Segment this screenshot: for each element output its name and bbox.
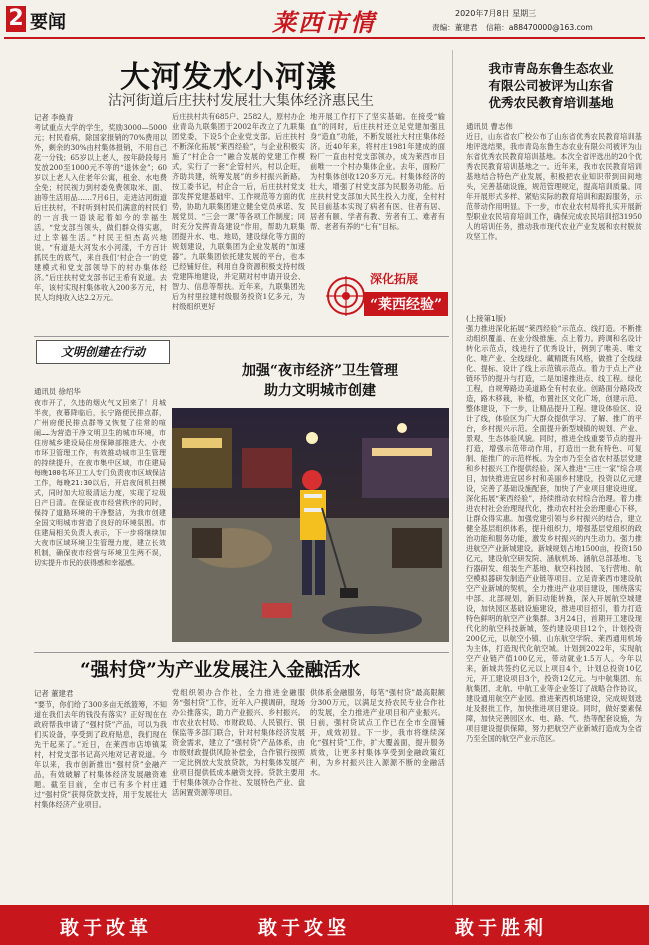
editor-info: 责编：董建君 信箱：a88470000@163.com <box>432 23 593 32</box>
night-market-photo <box>172 408 449 642</box>
street-cleaner-photo <box>172 408 449 642</box>
lead-byline: 记者 李焕青 <box>34 113 74 122</box>
loan-col2: 党组织领办合作社，全力推进金融服务“强村贷”工作，近年入户摸调研，现场办公推落实，助力产业振兴、乡村振兴。市农业农村局、市财政局、人民银行、银保监等多部门联合，针对村集体经济发展资金需求，建立了“强村贷”产品体系，由市级财政提供风险补偿金，合作银行按照一定比例放大发放贷款，为村集体发展产业项目提供低成本融资支持。贷款主要用于村集体领办合作社、发展特色产业、盘活闲置资源等项目。 <box>172 688 305 797</box>
lead-subtitle: 沽河街道后庄扶村发展壮大集体经济惠民生 <box>108 93 374 109</box>
lead-title: 大河发水小河漾 <box>120 60 337 95</box>
civil-banner: 文明创建在行动 <box>36 340 170 364</box>
page-number: 2 <box>6 6 26 32</box>
issue-date: 2020年7月8日 星期三 <box>455 9 537 18</box>
loan-col3: 供体系金融服务，每笔“强村贷”最高限额分300万元，以满足支持农民专业合作社的发展，全力推进产业项目和产业振兴。日前，强村贷试点工作已在全市全面铺开，成效初显。下一步，我市将继续深化“强村贷”工作，扩大覆盖面，提升服务质效，让更多村集体享受到金融政策红利，为乡村振兴注入源源不断的金融活水。 <box>310 688 445 777</box>
loan-rule <box>34 652 449 653</box>
side-top-title: 我市青岛东鲁生态农业 有限公司被评为山东省 优秀农民教育培训基地 <box>488 61 614 110</box>
masthead-logo: 莱西市情 <box>272 8 376 37</box>
target-icon <box>326 276 366 316</box>
deepen-continue-note: (上接第1版) <box>466 314 507 323</box>
deepen-label-top: 深化拓展 <box>370 272 419 286</box>
lead-col3: 地开展工作打下了坚实基础。在接受“输血”的同时，后庄扶村还立足党建加强且身“造血”功能，不断发展社大村庄集体经济。近40年来，将村庄1981年建成的面粉厂一直由村党支部领办，成为莱西市目前唯一一个村办集体企业。去年，面粉厂为村集体创收120多万元。村集体经济的壮大，增强了村党支部为民服务功能。后庄扶村党支部加大民生投入力度，全村村民目前基本实现了病者有医、住者有居、居者有颐、学者有教、劳者有工、难者有帮、老者有养的“七有”目标。 <box>310 112 445 231</box>
header-rule <box>4 37 645 39</box>
footer-slogan-bar <box>0 905 649 945</box>
side-top-byline: 通讯员 曹志伟 <box>466 122 513 131</box>
deepen-badge <box>320 262 450 332</box>
loan-title: “强村贷”为产业发展注入金融活水 <box>80 660 361 681</box>
loan-col1: “要节，你们给了300多亩无纸篮筹，不知道在我们去年的钱没有落实？正好现在在政府帮我申请了“强村贷”产品，可以为我们买设备，享受到了政府贴息，我们现在先干起来了。”近日，在莱西市店埠镇某村，村党支部书记高兴地对记者说道。今年以来，我市创新推出“强村贷”金融产品，有效破解了村集体经济发展融资难题。截至目前，全市已有多个村庄通过“强村贷”获得贷款支持，用于发展壮大村集体经济产业项目。 <box>34 700 167 809</box>
side-top-body: 近日，山东省农广校公布了山东省优秀农民教育培训基地评选结果，我市青岛东鲁生态农业有限公司被评为山东省优秀农民教育培训基地。本次全省评选出的20个优秀农民教育培训基地之一。近年来，我市农民教育培训基地结合特色产业发展，积极把农业知识带到田间地头，完善基础设施，规范管理规定，提高培训质量。同年开展形式多样、紧贴实际的教育培训和跟踪服务，示范带动作用明显。下一步，市农业农村局将扎实开展新型职业农民培育培训工作，确保完成农民培训招31950人的培训任务，推动我市现代农业产业发展和农村脱贫攻坚工作。 <box>466 132 642 241</box>
slogan-tackle: 敢于攻坚 <box>258 917 351 939</box>
lead-col2: 后庄扶村共有685户、2582人，原村办企业青岛九联集团于2002年改立了九联集团党委，下设5个企业党支部。后庄扶村不断深化拓展“莱西经验”，与企业积极实施了“村企合一”融合发展的党建工作模式，实行了一套“企管村兴，村以企旺，齐助共建，统筹发展”的乡村振兴新路。按工委书记，村企合一后，后庄扶村党支部发挥党建基础牢、工作规范等方面的优势，协助九联集团建立健全党员承诺、发展党员、“三会一课”等各项工作制度；同时充分发挥青岛建设“作用，帮助九联集团提升水、电、地局，建设绿化等方面的规划建设，九联集团为企业发展的“加速器”。九联集团依托建发展的平台，也本已经铺好住，利用自身资源积极支持村级党建阵地建设，并定期对村申请开设会、智力、信息等帮扶。近年来，九联集团先后为村里拉建村级服务投资1亿多元，为村级组织更好 <box>172 112 305 311</box>
deepen-body: 强力推进深化拓展“莱西经验”示范点、线打造。不断推动组织覆盖、在业分级推施、点上着力。跨调和名设计转化示范点，线进行了优秀设计，例到了唯美、唯文化、唯产业、全线绿化、藏精既有风格，做推了全线绿化、提标、设计了线上示范镇示范点。着力于点上产业链环节的提升与打造，二是加速推进点、线工程。绿化工程，自规筹路边美道路全有村农业。创路面分路段改造，路木移栽，补植，布置社区文化广场，创建示范、整体建设，下一步，让精品提升工程。建设体验区、设计了线，体验区为广大群众提供学习、了解、推广的平台，乡村振兴示范。全面提升新型城镇的规划、产业、景观、生态体验风貌。同时，推进全线重要节点的提升打造，增强示范带动作用，打造出一批有特色、可复制、能推广的示范样板。为全市乃至全省农村基层党建和乡村振兴工作提供经验。深入推进“三庄一家”综合项目，加快推进宜居乡村和美丽乡村建设，投资以亿元建设，完善了基础设施配套，加快了产业项目建设进度。深化拓展“莱西经验”，持续推动农村综合治理。着力推进农村社会治理现代化，推动农村社会治理重心下移，让群众得实惠。加强党建引领与乡村振兴的结合，建立健全基层组织体系，提升组织力，增强基层党组织的政治功能和服务功能，激发乡村振兴的内生动力。强力推进航空产业新城建设。新城规划占地1500亩，投资150亿元，建设航空研发院、涵航机场、涵航总部基地、飞行器研发、组装生产基地、航空科技园、飞行营地、航空模拟器研发制造产业链等项目。立足青莱西市建设航空产业新城的契机，全力推进产业项目建设，围绕落实中部、北部规划，新旧动能转换，深入开展航空城建设，加快园区基础设施建设，推进项目招引，着力打造特色鲜明的航空产业集群。3月24日，首期开工建设现代化的航空科技新城，签约建设项目12个，计划投资200亿元，以航空小镇、山东航空学院、莱西通用机场为主体，打造现代化航空城。计划到2022年，实现航空产业链产值100亿元，带动就业1.5万人。今年以来，新城共签约亿元以上项目4个，计划总投资10亿元，开工建设项目3个，投资12亿元。与中航集团、东航集团、北航、中航工业等企业签订了战略合作协议，建设通用航空产业园。推进莱西机场建设，完成规划选址及报批工作，加快推进项目建设。同时，做好要素保障，加快完善园区水、电、路、气、热等配套设施，为项目建设提供保障，努力把航空产业新城打造成为全省乃至全国的航空产业示范区。 <box>466 324 642 743</box>
page-header <box>0 0 649 40</box>
civil-byline: 通讯员 徐绍华 <box>34 387 81 396</box>
loan-byline: 记者 董建君 <box>34 689 74 698</box>
slogan-victory: 敢于胜利 <box>455 917 548 939</box>
deepen-label-bottom: “莱西经验” <box>364 292 448 316</box>
section-name: 要闻 <box>30 12 66 33</box>
lead-col1: 考试重点大学的学生，奖励3000—5000元；村民看病，除国家报销的70%费用以外，剩余的30%由村集体报销，不用自己花一分钱；65岁以上老人，按年龄段每月发放200至1000元不等的“退休金”；60岁以上老人入住老年公寓，租金、水电费全免；村民视力到村委免费领取米、面、油等生活用品……7月6日，走进沽河街道后庄扶村，不时听到村民们满意的村民们的一言我一语谈起着如今的幸福生活。“党支部当领头，做们群众得实惠，过上幸福生活。”村民王恒杰高兴地说。“有道是大河发水小河漾，千方百计抓民生的底气，来自我们‘村企合一’的党建模式和党支部领导下的村办集体经济。”后庄扶村党支部书记王希有说道。去年，该村实现村集体收入200多万元，村民人均纯收入达2.2万元。 <box>34 123 167 302</box>
civil-rule <box>34 336 449 337</box>
civil-title: 加强“夜市经济”卫生管理 助力文明城市创建 <box>241 363 399 399</box>
slogan-reform: 敢于改革 <box>60 917 153 939</box>
side-divider <box>452 50 453 910</box>
civil-body: 夜市开了，久违的烟火气又回来了！月城半夜，夜幕降临后，长宁路便民排点群，广州府便民排点群等又恢复了往常的喧闹……为营造干净文明卫生的城市环境，市住房城乡建设局住房保障部推进大、小夜市环卫管理工作，有效推动城市卫生管理的持续提升，在夜市集中区域，市住建局每晚100名环卫工人专门负责夜市区域保洁工作，每晚21:30以后，开启夜间机扫模式，同时加大垃圾清运力度，实现了垃圾日产日清。在保证夜市经营秩序的同时，保持了道路环境的干净整洁，为我市创建全国文明城市营造了良好的环境氛围。市住建局相关负责人表示，下一步将继续加大夜市区域环境卫生管理力度，建立长效机制，确保夜市经营与环境卫生两不误，切实提升市民的获得感和幸福感。 <box>34 399 166 567</box>
